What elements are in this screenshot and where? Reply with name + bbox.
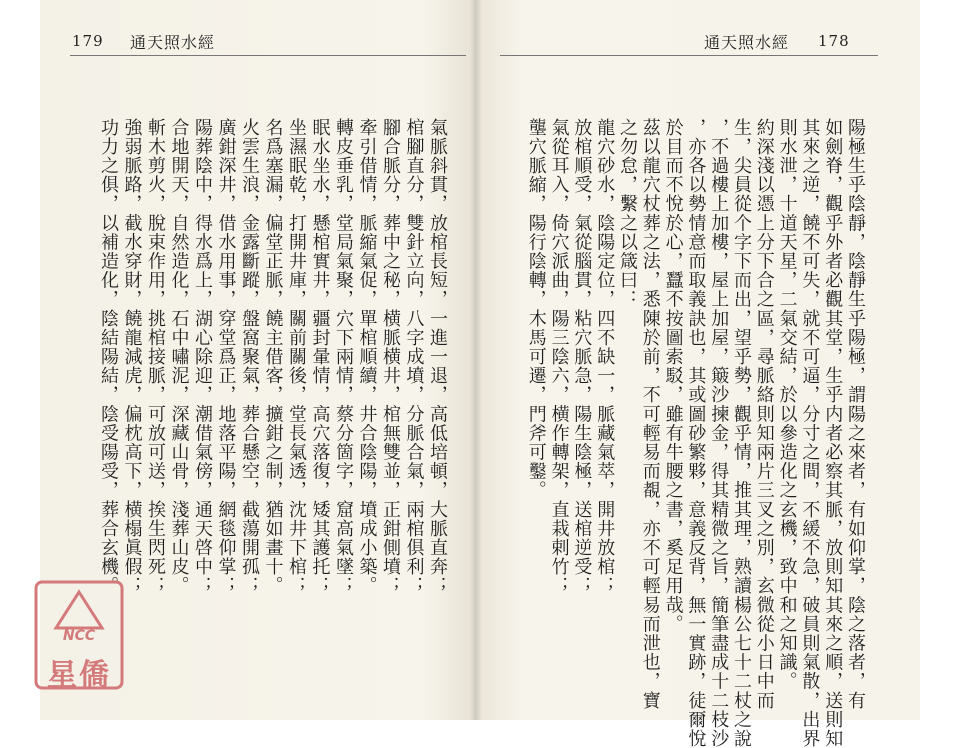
text-column: 生，尖員從个字下而出，望乎勢，觀乎情，推其理，熟讀楊公七十二杖之說 — [731, 118, 752, 748]
text-column: 腳合脈分，葬中之秘，横脈横井，棺無雙並，正鉗側墳； — [380, 118, 401, 596]
text-column: ，不過樓上加樓，屋上加屋，簸沙揀金，得其精微之旨，簡筆盡成十二枝沙 — [708, 118, 730, 748]
book-gutter — [470, 0, 482, 720]
text-column: ，亦各以勢情意而取義訣也，其或圖砂繁夥，意義反背，無一實跡，徒爾悅 — [685, 118, 707, 748]
text-column: 棺腳直分，雙針立向，八字成墳，分脈合氣，兩棺俱利； — [403, 118, 425, 596]
text-column: 於目而不悅於心，蠶不按圖索駁，雖有牛腰之書，奚足用哉。 — [662, 118, 684, 634]
left-header-rule — [70, 55, 466, 56]
triangle-emblem-icon — [56, 592, 102, 628]
text-column: 約深淺以憑上分下合之區，尋脈絡則知兩片三叉之別，玄微從小日中而 — [753, 118, 775, 711]
text-column: 強弱脈路，截水穿財，饒龍減虎，偏枕高下，横榻眞假； — [121, 118, 143, 596]
text-column: 則水泄，十道天星，二氣交結，於以參造化之玄機，致中和之知識。 — [776, 118, 798, 691]
text-column: 之勿怠，繫之以箴曰： — [617, 118, 638, 309]
right-running-head: 通天照水經 — [704, 33, 790, 52]
text-column: 名爲塞漏，偏堂正脈，饒主借客，擴鉗之制，猶如畫十。 — [262, 118, 284, 596]
text-column: 如劍脊，觀乎外者必觀其堂，生乎内者必察其脈，放則知其來之順，送則知 — [822, 118, 844, 748]
right-page-number: 178 — [818, 32, 850, 50]
text-column: 眠水坐水，懸棺實井，疆封暈情，高穴落復，矮其護托； — [309, 118, 331, 596]
ncc-seal-logo — [34, 580, 124, 693]
text-column: 茲以龍穴杖葬之法，悉陳於前，不可輕易而覩，亦不可輕易而泄也，寶 — [639, 118, 661, 711]
left-page-number: 179 — [72, 32, 104, 50]
left-running-head: 通天照水經 — [130, 33, 216, 52]
seal-ncc-text: NCC — [62, 628, 96, 644]
text-column: 氣脈斜貫，放棺長短，一進一退，高低培頓，大脈直奔； — [427, 118, 448, 596]
text-column: 其來之逆，饒不可失，就不可逼，分寸之間，不緩不急，破員則氣散，出界 — [799, 118, 821, 748]
text-column: 坐濕眠乾，打開井庫，關前關後，堂長氣透，沈井下棺； — [286, 118, 307, 596]
text-column: 牽引借情，脈縮氣促，單棺順續，井合陰陽，墳成小築。 — [356, 118, 378, 596]
text-column: 斬木剪火，脫束作用，挑棺接脈，可放可送，挨生閃死； — [145, 118, 166, 596]
text-column: 氣從耳入，倚穴派曲，陽三陰六，横作轉架，直栽剌竹； — [548, 118, 570, 596]
text-column: 壟穴脈縮，陽行陰轉，木馬可遷，門斧可鑿。 — [525, 118, 547, 500]
seal-name-text: 星僑 — [47, 658, 111, 693]
text-column: 陽極生乎陰靜，陰靜生乎陽極，謂陽之來者，有如仰掌，陰之落者，有 — [845, 118, 866, 711]
text-column: 放棺順受，氣從腦貫，粘穴脈急，陽生陰極，送棺逆受； — [571, 118, 593, 596]
text-column: 功力之俱，以補造化，陰結陽結，陰受陽受，葬合玄機。 — [98, 118, 119, 596]
text-column: 陽葬陰中，得水爲上，湖心除迎，潮借氣傍，通天啓中； — [192, 118, 213, 596]
text-column: 龍穴砂水，陰陽定位，四不缺一，脈藏氣萃，開井放棺； — [594, 118, 616, 596]
text-column: 火雲生浪，金露斷蹤，盤窩聚氣，葬合懸空，截蕩開孤； — [239, 118, 260, 596]
text-column: 轉皮垂乳，堂局氣聚，穴下兩情，蔡分箇字，窟高氣墜； — [333, 118, 354, 596]
right-header-rule — [500, 55, 878, 56]
text-column: 廣鉗深井，借水用事，穿堂爲正，地落平陽，網毯仰掌； — [215, 118, 237, 596]
text-column: 合地開天，自然造化，石中嘯泥，深藏山骨，淺葬山皮。 — [168, 118, 190, 596]
